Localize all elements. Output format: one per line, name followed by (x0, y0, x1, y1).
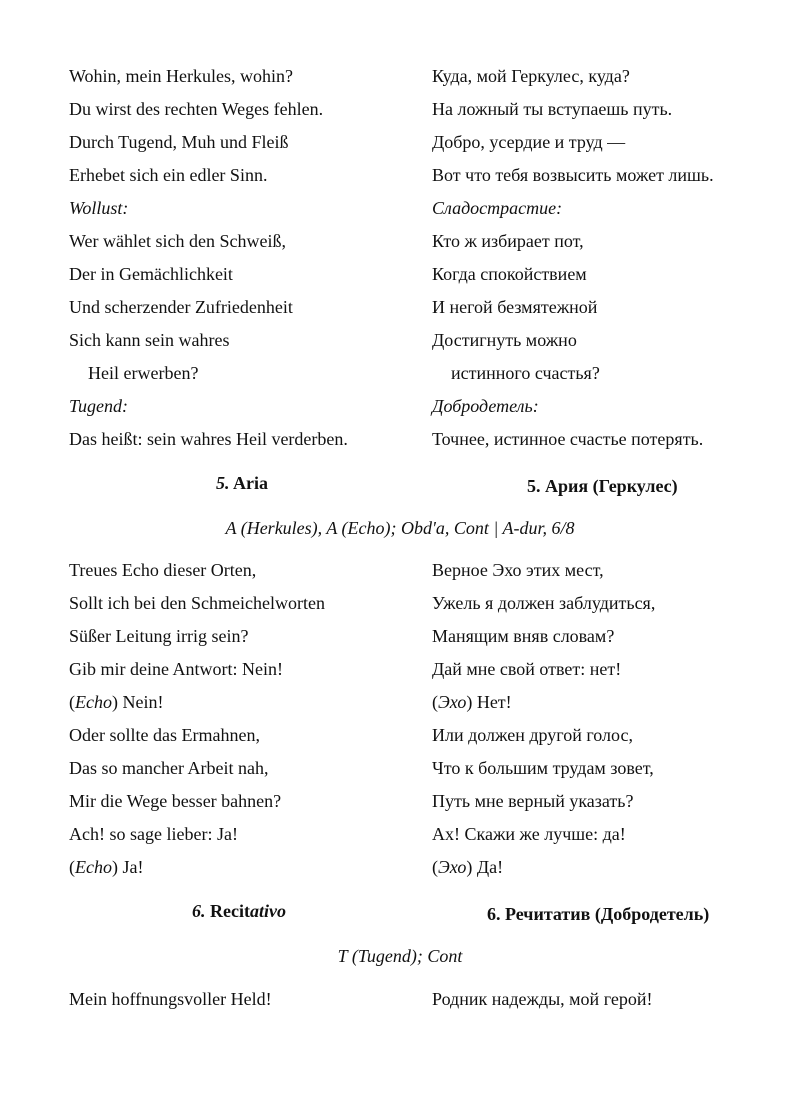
verse-line: Путь мне верный указать? (432, 791, 634, 811)
verse-line: Куда, мой Геркулес, куда? (432, 66, 630, 86)
recitativo-german-column (69, 983, 429, 1016)
echo-label: Echo (75, 857, 112, 877)
verse-line: Ach! so sage lieber: Ja! (69, 824, 238, 844)
recitativo-heading-german (192, 899, 286, 923)
aria-russian-column (432, 554, 792, 884)
verse-line: Das so mancher Arbeit nah, (69, 758, 269, 778)
verse-text: ( (432, 857, 438, 877)
aria-heading-russian: 5. Ария (Геркулес) (527, 476, 678, 496)
verse-line: Sollt ich bei den Schmeichelworten (69, 593, 325, 613)
verse-line: Wohin, mein Herkules, wohin? (69, 66, 294, 86)
verse-text: ) Нет! (466, 692, 512, 712)
verse-line: Mir die Wege besser bahnen? (69, 791, 282, 811)
verse-line: Du wirst des rechten Weges fehlen. (69, 99, 324, 119)
speaker-label: Wollust: (69, 198, 129, 218)
verse-text: ( (432, 692, 438, 712)
block1-german-column (69, 60, 429, 456)
verse-line: Кто ж избирает пот, (432, 231, 584, 251)
verse-line: Ах! Скажи же лучше: да! (432, 824, 626, 844)
recit-number-german: 6. (192, 901, 206, 921)
verse-line: Heil erwerben? (88, 363, 199, 383)
verse-line: Вот что тебя возвысить может лишь. (432, 165, 714, 185)
verse-line: Достигнуть можно (432, 330, 577, 350)
recitativo-heading-russian: 6. Речитатив (Добродетель) (487, 904, 710, 924)
recitativo-russian-column (432, 983, 792, 1016)
verse-line: Gib mir deine Antwort: Nein! (69, 659, 283, 679)
verse-line: Родник надежды, мой герой! (432, 989, 653, 1009)
verse-line: Ужель я должен заблудиться, (432, 593, 656, 613)
verse-line: Erhebet sich ein edler Sinn. (69, 165, 268, 185)
recit-title-german-a: Recit (210, 901, 250, 921)
verse-line: Der in Gemächlichkeit (69, 264, 233, 284)
echo-label: Эхо (438, 692, 467, 712)
verse-line: Mein hoffnungsvoller Held! (69, 989, 272, 1009)
verse-line: истинного счастья? (451, 363, 600, 383)
verse-line: Und scherzender Zufriedenheit (69, 297, 293, 317)
verse-line: Добро, усердие и труд — (432, 132, 626, 152)
verse-text: ) Да! (466, 857, 504, 877)
verse-line: Das heißt: sein wahres Heil verderben. (69, 429, 348, 449)
aria-heading-german (216, 471, 268, 495)
aria-scoring: A (Herkules), A (Echo); Obd'a, Cont | A-dur, 6/8 (225, 518, 575, 538)
verse-line: Дай мне свой ответ: нет! (432, 659, 622, 679)
verse-line (69, 851, 429, 884)
speaker-label: Добродетель: (432, 396, 539, 416)
recit-title-german-b: ativo (249, 901, 286, 921)
verse-line: И негой безмятежной (432, 297, 598, 317)
verse-line: Wer wählet sich den Schweiß, (69, 231, 286, 251)
verse-line: Точнее, истинное счастье потерять. (432, 429, 704, 449)
verse-text: ( (69, 857, 75, 877)
recitativo-scoring: T (Tugend); Cont (337, 946, 463, 966)
verse-line: Treues Echo dieser Orten, (69, 560, 257, 580)
verse-line (69, 686, 429, 719)
verse-line: Манящим вняв словам? (432, 626, 615, 646)
aria-german-column (69, 554, 429, 884)
aria-title-german: Aria (233, 473, 269, 493)
echo-label: Эхо (438, 857, 467, 877)
verse-text: ( (69, 692, 75, 712)
speaker-label: Tugend: (69, 396, 129, 416)
verse-text: ) Ja! (111, 857, 144, 877)
verse-line (432, 851, 792, 884)
speaker-label: Сладострастие: (432, 198, 563, 218)
verse-line: Что к большим трудам зовет, (432, 758, 654, 778)
verse-line: Когда спокойствием (432, 264, 587, 284)
verse-line: Süßer Leitung irrig sein? (69, 626, 249, 646)
verse-line: Sich kann sein wahres (69, 330, 230, 350)
verse-line: Durch Tugend, Muh und Fleiß (69, 132, 289, 152)
aria-number-german: 5. (216, 473, 230, 493)
verse-line (432, 686, 792, 719)
verse-line: Верное Эхо этих мест, (432, 560, 604, 580)
block1-russian-column (432, 60, 792, 456)
echo-label: Echo (75, 692, 112, 712)
verse-line: На ложный ты вступаешь путь. (432, 99, 673, 119)
verse-line: Oder sollte das Ermahnen, (69, 725, 260, 745)
verse-line: Или должен другой голос, (432, 725, 633, 745)
verse-text: ) Nein! (111, 692, 164, 712)
